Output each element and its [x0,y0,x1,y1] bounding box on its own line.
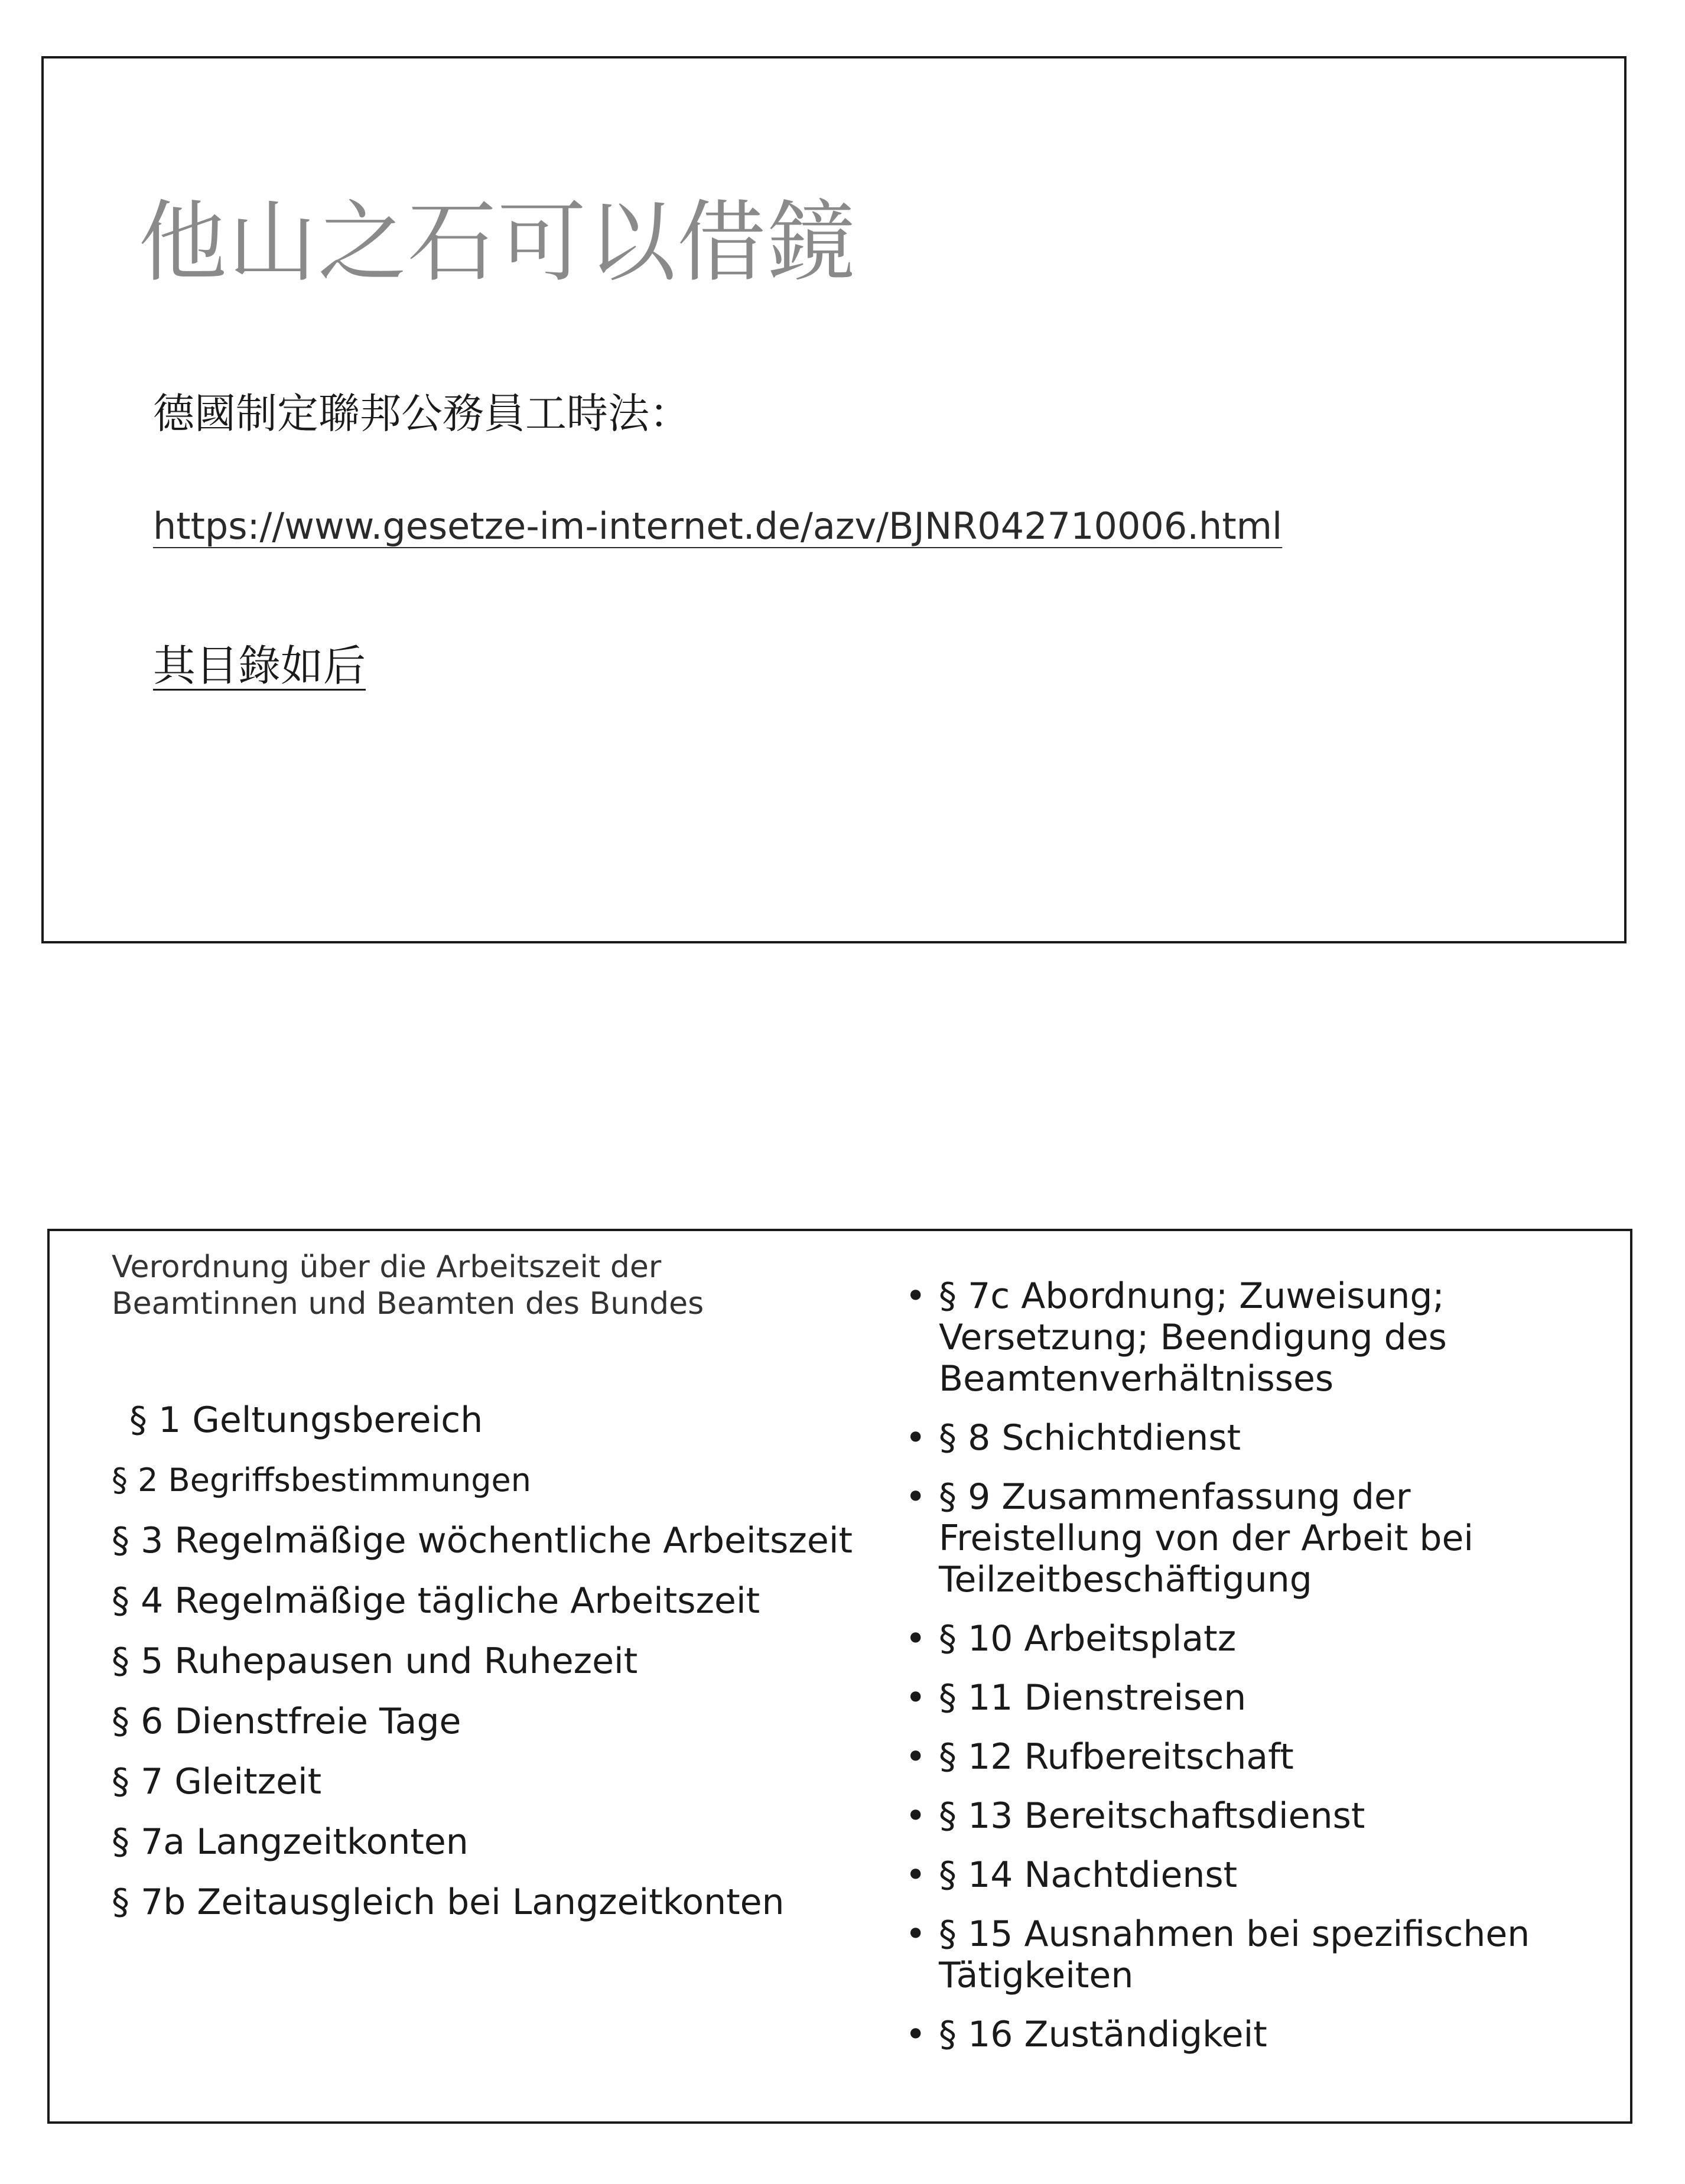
bullet-icon: • [905,1677,926,1718]
toc-item [894,1854,1603,1896]
toc-label: 其目錄如后 [153,641,366,691]
toc-item-text: § 15 Ausnahmen bei spezifischen Tätigkeiten [939,1913,1530,1996]
bullet-icon: • [905,1913,926,1955]
toc-item-text: § 8 Schichtdienst [939,1417,1241,1459]
toc-item: § 7 Gleitzeit [112,1761,322,1802]
toc-item-text: § 12 Rufbereitschaft [939,1736,1294,1778]
regulation-title-line-2: Beamtinnen und Beamten des Bundes [112,1286,704,1322]
toc-item-text: § 11 Dienstreisen [939,1677,1247,1718]
slide-title: 他山之石可以借鏡 [138,191,857,294]
toc-item [894,2014,1603,2055]
bullet-icon: • [905,1736,926,1778]
toc-list-left [112,1399,880,1942]
toc-item-text: § 10 Arbeitsplatz [939,1618,1237,1659]
toc-item [894,1275,1603,1399]
toc-item: § 4 Regelmäßige tägliche Arbeitszeit [112,1580,760,1622]
toc-list-right [894,1275,1603,2073]
toc-item-text: § 14 Nachtdienst [939,1854,1238,1896]
toc-item-text: § 7c Abordnung; Zuweisung; Versetzung; Beendigung des Beamtenverhältnisses [939,1275,1447,1399]
bullet-icon: • [905,2014,926,2055]
regulation-title-line-1: Verordnung über die Arbeitszeit der [112,1249,662,1285]
toc-item [894,1736,1603,1778]
toc-item: § 5 Ruhepausen und Ruhezeit [112,1641,638,1682]
toc-item: § 6 Dienstfreie Tage [112,1701,461,1742]
slide-intro [41,56,1627,943]
slide-toc [47,1229,1632,2124]
toc-item [894,1677,1603,1718]
toc-item [894,1913,1603,1996]
toc-item: § 3 Regelmäßige wöchentliche Arbeitszeit [112,1520,853,1561]
toc-item: § 2 Begriffsbestimmungen [112,1462,531,1499]
bullet-icon: • [905,1476,926,1518]
bullet-icon: • [905,1417,926,1459]
slide-subtitle: 德國制定聯邦公務員工時法： [153,389,691,438]
bullet-icon: • [905,1618,926,1659]
toc-item-text: § 16 Zuständigkeit [939,2014,1267,2055]
toc-item-text: § 9 Zusammenfassung der Freistellung von der Arbeit bei Teilzeitbeschäftigung [939,1476,1474,1600]
toc-item [894,1476,1603,1600]
bullet-icon: • [905,1795,926,1837]
toc-item [894,1417,1603,1459]
law-url-link[interactable]: https://www.gesetze-im-internet.de/azv/BJNR042710006.html [153,504,1283,548]
toc-item: § 1 Geltungsbereich [129,1399,483,1441]
regulation-title [112,1249,704,1322]
toc-item: § 7b Zeitausgleich bei Langzeitkonten [112,1882,785,1923]
toc-item [894,1618,1603,1659]
toc-item: § 7a Langzeitkonten [112,1821,469,1863]
bullet-icon: • [905,1854,926,1896]
bullet-icon: • [905,1275,926,1317]
toc-item [894,1795,1603,1837]
toc-item-text: § 13 Bereitschaftsdienst [939,1795,1365,1837]
